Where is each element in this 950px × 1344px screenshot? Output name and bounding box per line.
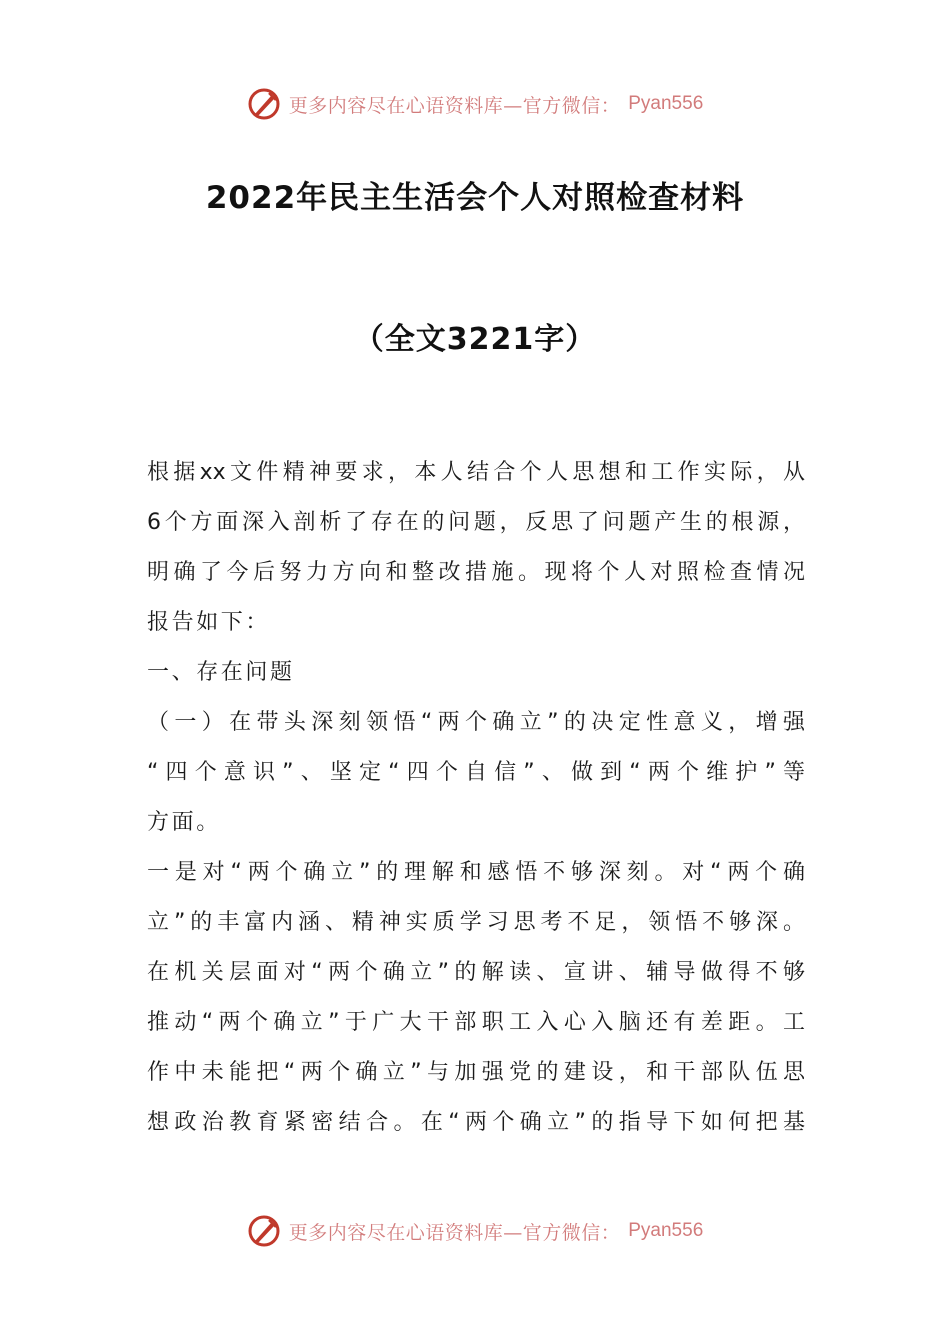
header-watermark xyxy=(0,84,950,124)
body-line: 明确了今后努力方向和整改措施。现将个人对照检查情况 xyxy=(147,560,805,585)
subsection-heading: 方面。 xyxy=(147,810,221,835)
watermark-text: 更多内容尽在心语资料库—官方微信： xyxy=(288,94,621,117)
body-line: 作中未能把“两个确立”与加强党的建设，和干部队伍思 xyxy=(147,1060,805,1085)
footer-watermark xyxy=(0,1211,950,1251)
body-line: 一是对“两个确立”的理解和感悟不够深刻。对“两个确 xyxy=(147,860,805,885)
subsection-heading: “四个意识”、坚定“四个自信”、做到“两个维护”等 xyxy=(147,760,805,785)
watermark-wechat-id: Pyan556 xyxy=(628,93,704,114)
subsection-heading: （一）在带头深刻领悟“两个确立”的决定性意义，增强 xyxy=(147,710,805,735)
watermark-text: 更多内容尽在心语资料库—官方微信： xyxy=(288,1221,621,1244)
body-line: 立”的丰富内涵、精神实质学习思考不足，领悟不够深。 xyxy=(147,910,805,935)
body-line: 根据xx文件精神要求，本人结合个人思想和工作实际，从 xyxy=(147,460,805,485)
document-body xyxy=(147,448,805,1148)
body-line: 6个方面深入剖析了存在的问题，反思了问题产生的根源， xyxy=(147,510,805,535)
body-line: 想政治教育紧密结合。在“两个确立”的指导下如何把基 xyxy=(147,1110,805,1135)
document-title: 2022年民主生活会个人对照检查材料 xyxy=(205,180,745,216)
pen-logo-icon xyxy=(247,87,281,121)
body-line: 在机关层面对“两个确立”的解读、宣讲、辅导做得不够 xyxy=(147,960,805,985)
watermark-wechat-id: Pyan556 xyxy=(628,1220,704,1241)
pen-logo-icon xyxy=(247,1214,281,1248)
document-subtitle: （全文3221字） xyxy=(353,322,597,357)
body-line: 报告如下： xyxy=(147,610,271,635)
body-line: 推动“两个确立”于广大干部职工入心入脑还有差距。工 xyxy=(147,1010,805,1035)
section-heading: 一、存在问题 xyxy=(147,660,295,685)
